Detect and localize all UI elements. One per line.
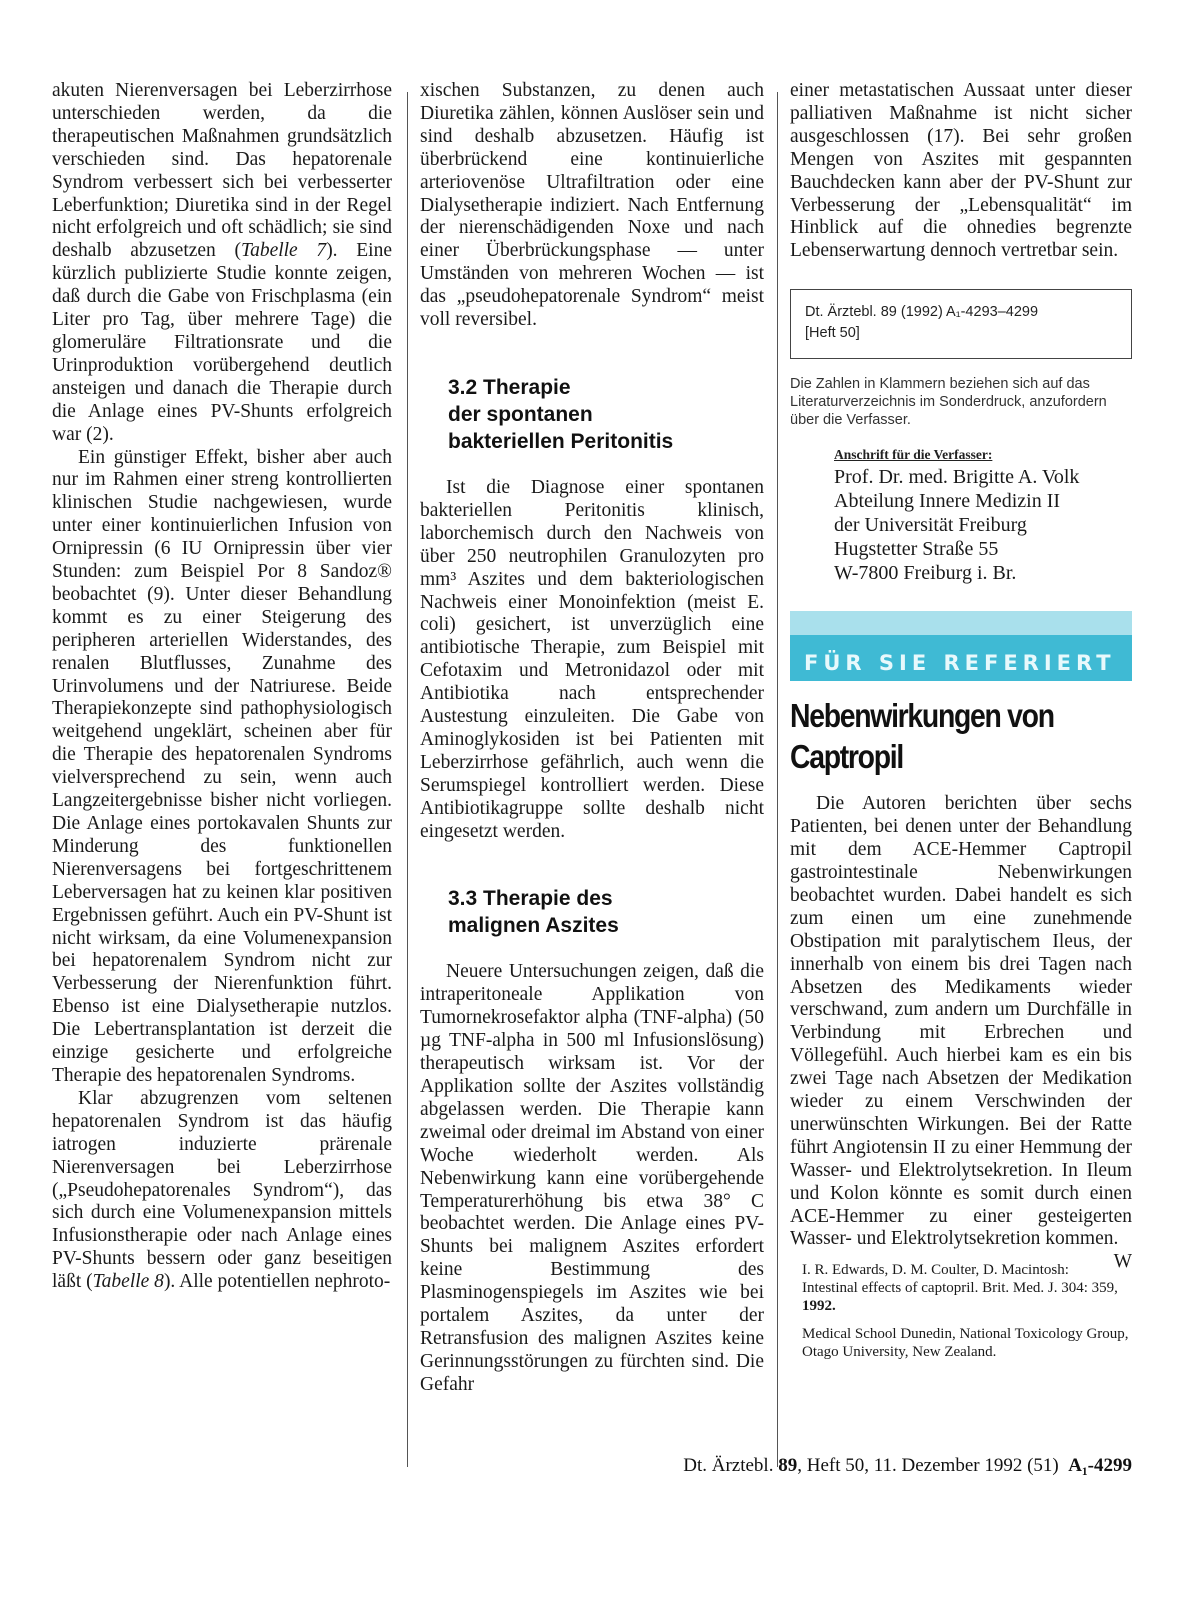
citation-line: [Heft 50] [805, 325, 860, 342]
banner-label: FÜR SIE REFERIERT [804, 651, 1116, 676]
reference-note: Die Zahlen in Klammern beziehen sich auf das Literaturverzeichnis im Sonderdruck, anzufordern über die Verfasser. [790, 376, 1107, 429]
paragraph: xischen Substanzen, zu denen auch Diuretika zählen, können Auslöser sein und sind deshalb abzusetzen. Häufig ist überbrückend eine kontinuierliche arteriovenöse Ultrafiltration oder eine Dialysetherapie indiziert. Nach Entfernung der nierenschädigenden Noxe und nach einer Überbrückungsphase — unter Umständen von mehreren Wochen — ist das „pseudohepatorenale Syndrom“ meist voll reversibel. [420, 80, 764, 331]
paragraph: Ist die Diagnose einer spontanen bakteriellen Peritonitis klinisch, laborchemisch durch den Nachweis von über 250 neutrophilen Granulozyten pro mm³ Aszites und dem bakteriologischen Nachweis einer Monoinfektion (meist E. coli) gesichert, ist unverzüglich eine antibiotische Therapie, zum Beispiel mit Cefotaxim und Metronidazol oder mit Antibiotika nach entsprechender Austestung einzuleiten. Die Gabe von Aminoglykosiden ist bei Patienten mit Leberzirrhose gefährlich, auch wenn die Serumspiegel kontrolliert werden. Diese Antibiotikagruppe sollte deshalb nicht eingesetzt werden. [420, 476, 764, 842]
table-reference: Tabelle 7 [241, 240, 327, 262]
text-run: akuten Nierenversagen bei Leberzirrhose unterschieden werden, da die therapeutischen Maßnahmen grundsätzlich verschieden sind. Das hepatorenale Syndrom verbessert sich bei verbesserter Leberfunktion; Diuretika sind in der Regel nicht erfolgreich und oft schädlich; sie sind deshalb abzusetzen ( [52, 80, 392, 262]
title-line: Nebenwirkungen von [790, 697, 1054, 735]
citation-line: Dt. Ärztebl. 89 (1992) A₁-4293–4299 [805, 304, 1039, 321]
section-heading-3-3 [448, 885, 764, 939]
address-line: Hugstetter Straße 55 [834, 538, 999, 561]
column-divider [777, 92, 778, 1467]
paragraph: Ein günstiger Effekt, bisher aber auch nur im Rahmen einer streng kontrollierten klinischen Studie nachgewiesen, wurde unter einer kontinuierlichen Infusion von Ornipressin (6 IU Ornipressin über vier Stunden: zum Beispiel Por 8 Sandoz® beobachtet (9). Unter dieser Behandlung kommt es zu einer Steigerung des peripheren arteriellen Widerstandes, des renalen Blutflusses, Zunahme des Urinvolumens und der Natriurese. Beide Therapiekonzepte sind pathophysiologisch weitgehend ungeklärt, scheinen aber für die Therapie des hepatorenalen Syndroms vielversprechend zu sein, wenn auch Langzeitergebnisse bisher nicht vorliegen. Die Anlage eines portokavalen Shunts zur Minderung des funktionellen Nierenversagens bei fortgeschrittenem Leberversagen hat zu keinen klar positiven Ergebnissen geführt. Auch ein PV-Shunt ist nicht wirksam, da eine Volumenexpansion bei hepatorenalem Syndrom nicht zur Verbesserung der Nierenfunktion führt. Ebenso ist eine Dialysetherapie nutzlos. Die Lebertransplantation ist derzeit die einzige gesicherte und erfolgreiche Therapie des hepatorenalen Syndroms. [52, 446, 392, 1086]
address-line: Prof. Dr. med. Brigitte A. Volk [834, 466, 1080, 489]
address-line: W-7800 Freiburg i. Br. [834, 562, 1017, 585]
heading-line: der spontanen [448, 402, 593, 426]
heading-line: 3.3 Therapie des [448, 887, 613, 911]
paragraph [790, 793, 1132, 1273]
reference-year: 1992. [802, 1298, 836, 1315]
text-run: I. R. Edwards, D. M. Coulter, D. Macintosh: Intestinal effects of captopril. Brit. Med. J. 304: 359, [802, 1262, 1118, 1297]
paragraph: einer metastatischen Aussaat unter dieser palliativen Maßnahme ist nicht sicher ausgeschlossen (17). Bei sehr großen Mengen von Aszites mit gespannten Bauchdecken kann aber der PV-Shunt zur Verbesserung der „Lebensqualität“ im Hinblick auf die ohnedies begrenzte Lebenserwartung dennoch vertretbar sein. [790, 80, 1132, 262]
paragraph [52, 1088, 392, 1294]
text-run: Klar abzugrenzen vom seltenen hepatorenalen Syndrom ist das häufig iatrogen induzierte prärenale Nierenversagen bei Leberzirrhose („Pseudohepatorenales Syndrom“), das sich durch eine Volumenexpansion mittels Infusionstherapie oder nach Anlage eines PV-Shunts bessern oder ganz beseitigen läßt ( [52, 1087, 392, 1293]
reference-affiliation: Medical School Dunedin, National Toxicology Group, Otago University, New Zealand. [802, 1326, 1129, 1361]
table-reference: Tabelle 8 [92, 1271, 164, 1293]
column-middle [420, 80, 764, 1397]
text-run: ). Eine kürzlich publizierte Studie konnte zeigen, daß durch die Gabe von Frischplasma (ein Liter pro Tag, über mehrere Tage) die glomeruläre Filtrationsrate und die Urinproduktion vorübergehend deutlich ansteigen und danach die Therapie durch die Anlage eines PV-Shunts erfolgreich war (2). [52, 240, 393, 445]
footer-journal: Dt. Ärztebl. [683, 1455, 779, 1476]
page-footer [560, 1455, 1132, 1477]
section-banner [790, 611, 1132, 681]
paragraph [52, 80, 392, 447]
column-right [790, 80, 1132, 1361]
address-line: Abteilung Innere Medizin II [834, 490, 1061, 513]
section-heading-3-2 [448, 374, 764, 455]
citation-box [790, 289, 1132, 359]
title-line: Captropil [790, 738, 903, 776]
article-title [790, 695, 1084, 777]
address-line: der Universität Freiburg [834, 514, 1027, 537]
column-divider [407, 92, 408, 1467]
text-run: ). Alle potentiellen nephroto- [163, 1271, 391, 1293]
footer-page-number: A₁-4299 [1068, 1455, 1132, 1476]
column-left [52, 80, 392, 1294]
text-run: Die Autoren berichten über sechs Patienten, bei denen unter der Behandlung mit dem ACE-Hemmer Captropil gastrointestinale Nebenwirkungen beobachtet wurden. Dabei handelt es sich zum einen um eine zunehmende Obstipation mit paralytischem Ileus, der innerhalb von einem bis drei Tagen nach Absetzen des Medikaments wieder verschwand, zum andern um Durchfälle in Verbindung mit Erbrechen und Völlegefühl. Auch hierbei kam es ein bis zwei Tage nach Absetzen der Medikation wieder zu einem Verschwinden der unerwünschten Wirkungen. Bei der Ratte führt Angiotensin II zu einer Hemmung der Wasser- und Elektrolytsekretion. In Ileum und Kolon könnte es somit durch einen ACE-Hemmer zu einer gesteigerten Wasser- und Elektrolytsekretion kommen. [790, 793, 1132, 1250]
heading-line: 3.2 Therapie [448, 375, 571, 399]
address-label: Anschrift für die Verfasser: [834, 447, 993, 463]
footer-issue: , Heft 50, 11. Dezember 1992 (51) [797, 1455, 1069, 1476]
paragraph: Neuere Untersuchungen zeigen, daß die intraperitoneale Applikation von Tumornekrosefaktor alpha (TNF-alpha) (50 µg TNF-alpha in 500 ml Infusionslösung) therapeutisch wirksam ist. Vor der Applikation sollte der Aszites vollständig abgelassen werden. Die Therapie kann zweimal oder dreimal im Abstand von einer Woche wiederholt werden. Als Nebenwirkung kann eine vorübergehende Temperaturerhöhung bis etwa 38° C beobachtet werden. Die Anlage eines PV-Shunts bei malignem Aszites erfordert keine Bestimmung des Plasminogenspiegels im Aszites wie bei portalem Aszites, da unter der Retransfusion des malignen Aszites keine Gerinnungsstörungen zu fürchten sind. Die Gefahr [420, 961, 764, 1395]
heading-line: malignen Aszites [448, 914, 619, 938]
banner-stripe [790, 611, 1132, 635]
heading-line: bakteriellen Peritonitis [448, 429, 674, 453]
literature-reference [802, 1261, 1132, 1315]
footer-volume: 89 [778, 1455, 798, 1476]
author-address [834, 465, 1132, 585]
author-initial: W [1113, 1251, 1132, 1273]
